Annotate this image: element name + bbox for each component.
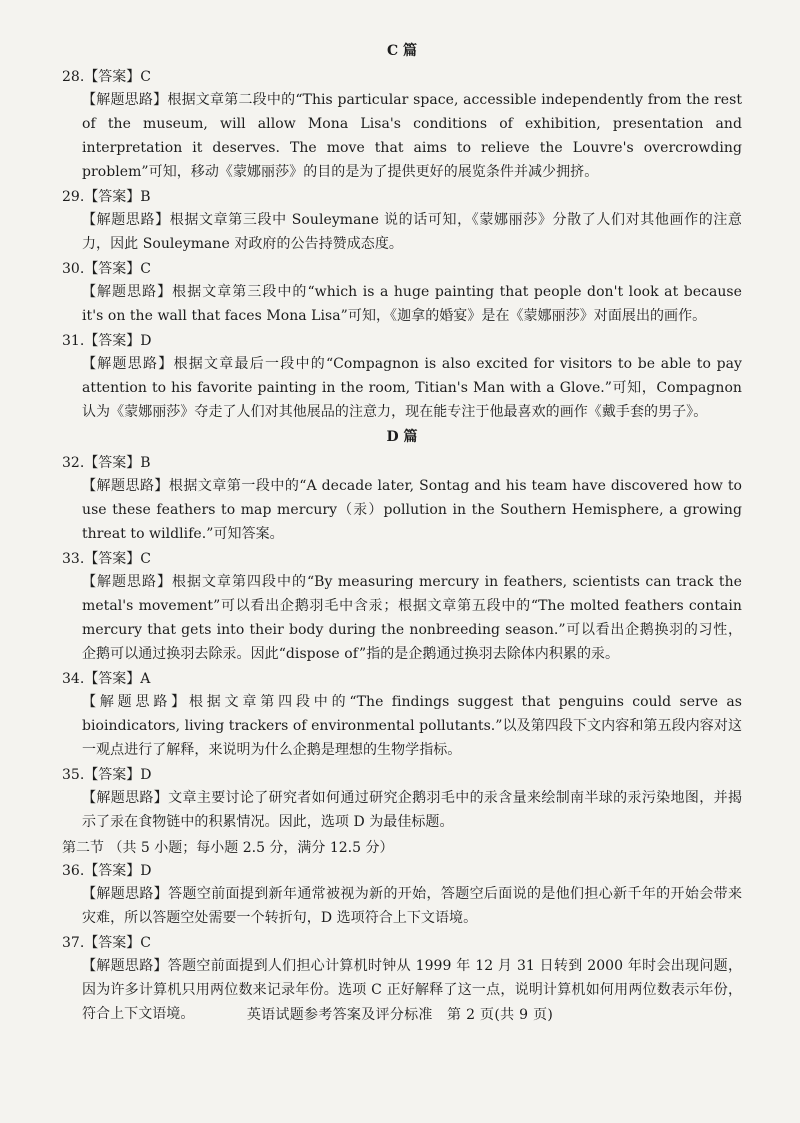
question-36 bbox=[62, 860, 742, 930]
question-answer: 28.【答案】C bbox=[62, 69, 151, 85]
question-28 bbox=[62, 66, 742, 184]
page-footer: 英语试题参考答案及评分标准 第 2 页(共 9 页) bbox=[246, 1007, 554, 1023]
question-32 bbox=[62, 452, 742, 546]
question-answer: 36.【答案】D bbox=[62, 863, 152, 879]
question-30 bbox=[62, 258, 742, 328]
question-35 bbox=[62, 764, 742, 834]
section-d-heading: D 篇 bbox=[386, 429, 418, 445]
question-analysis: 【解题思路】答题空前面提到新年通常被视为新的开始，答题空后面说的是他们担心新千年的开始会带来灾难，所以答题空处需要一个转折句，D 选项符合上下文语境。 bbox=[82, 886, 742, 926]
question-analysis: 【解题思路】根据文章第一段中的“A decade later, Sontag and his team have discovered how to use these feathers to map mercury（汞）pollution in the Southern Hemisphere, a growing threat to wildlife.”可知答案。 bbox=[82, 478, 742, 542]
question-analysis: 【解题思路】答题空前面提到人们担心计算机时钟从 1999 年 12 月 31 日转到 2000 年时会出现问题，因为许多计算机只用两位数来记录年份。选项 C 正好解释了这一点，说明计算机如何用两位数表示年份，符合上下文语境。 bbox=[82, 958, 742, 1022]
question-answer: 37.【答案】C bbox=[62, 935, 151, 951]
question-analysis: 【解题思路】根据文章第二段中的“This particular space, accessible independently from the rest of the museum, will allow Mona Lisa's conditions of exhibition, presentation and interpretation it deserves. The move that aims to relieve the Louvre's overcrowding problem”可知，移动《蒙娜丽莎》的目的是为了提供更好的展览条件并减少拥挤。 bbox=[82, 92, 742, 180]
question-answer: 33.【答案】C bbox=[62, 551, 151, 567]
question-analysis: 【解题思路】根据文章第四段中的“By measuring mercury in feathers, scientists can track the metal's movement”可以看出企鹅羽毛中含汞；根据文章第五段中的“The molted feathers contain mercury that gets into their body during the nonbreeding season.”可以看出企鹅换羽的习性，企鹅可以通过换羽去除汞。因此“dispose of”指的是企鹅通过换羽去除体内积累的汞。 bbox=[82, 574, 742, 662]
section-c-heading: C 篇 bbox=[386, 43, 418, 59]
question-analysis: 【解题思路】根据文章第四段中的“The findings suggest that penguins could serve as bioindicators, living trackers of environmental pollutants.”以及第四段下文内容和第五段内容对这一观点进行了解释，来说明为什么企鹅是理想的生物学指标。 bbox=[82, 694, 742, 758]
question-analysis: 【解题思路】根据文章最后一段中的“Compagnon is also excited for visitors to be able to pay attention to his favorite painting in the room, Titian's Man with a Glove.”可知，Compagnon 认为《蒙娜丽莎》夺走了人们对其他展品的注意力，现在能专注于他最喜欢的画作《戴手套的男子》。 bbox=[82, 356, 742, 420]
question-29 bbox=[62, 186, 742, 256]
question-answer: 30.【答案】C bbox=[62, 261, 151, 277]
question-answer: 32.【答案】B bbox=[62, 455, 151, 471]
question-33 bbox=[62, 548, 742, 666]
question-analysis: 【解题思路】根据文章第三段中 Souleymane 说的话可知，《蒙娜丽莎》分散了人们对其他画作的注意力，因此 Souleymane 对政府的公告持赞成态度。 bbox=[82, 212, 742, 252]
question-analysis: 【解题思路】根据文章第三段中的“which is a huge painting that people don't look at because it's on the wall that faces Mona Lisa”可知，《迦拿的婚宴》是在《蒙娜丽莎》对面展出的画作。 bbox=[82, 284, 742, 324]
question-analysis: 【解题思路】文章主要讨论了研究者如何通过研究企鹅羽毛中的汞含量来绘制南半球的汞污染地图，并揭示了汞在食物链中的积累情况。因此，选项 D 为最佳标题。 bbox=[82, 790, 742, 830]
question-answer: 34.【答案】A bbox=[62, 671, 151, 687]
question-34 bbox=[62, 668, 742, 762]
question-answer: 35.【答案】D bbox=[62, 767, 152, 783]
part-two-heading: 第二节 （共 5 小题；每小题 2.5 分，满分 12.5 分） bbox=[62, 840, 394, 856]
question-31 bbox=[62, 330, 742, 424]
question-answer: 31.【答案】D bbox=[62, 333, 152, 349]
question-answer: 29.【答案】B bbox=[62, 189, 151, 205]
